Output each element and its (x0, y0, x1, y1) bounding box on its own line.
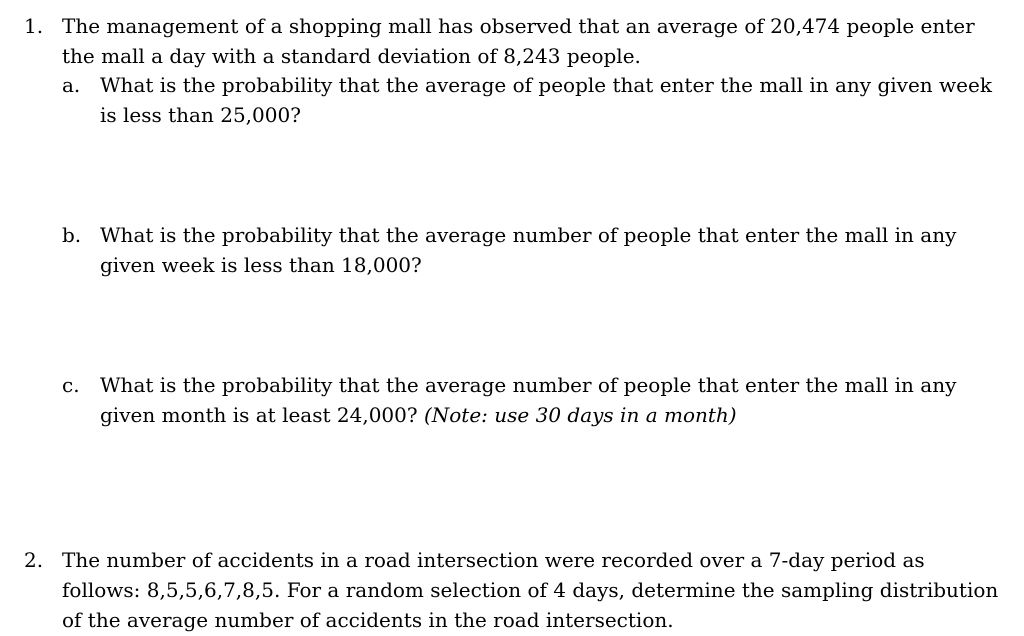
question-text: The management of a shopping mall has observed that an average of 20,474 people enter the mall a day with a standard deviation of 8,243 people. (62, 14, 975, 68)
question-number: 2. (24, 548, 44, 572)
question-text: The number of accidents in a road intersection were recorded over a 7-day period as follows: 8,5,5,6,7,8,5. For a random selection of 4 days, determine the sampling distribution of the average number of accidents in the road intersection. (62, 548, 999, 632)
question-1-part-c (62, 370, 1012, 430)
part-note: (Note: use 30 days in a month) (423, 403, 737, 427)
question-1-part-a (62, 70, 1012, 130)
question-1-part-b (62, 220, 1012, 280)
part-text: What is the probability that the average number of people that enter the mall in any given week is less than 18,000? (100, 223, 957, 277)
part-text-block (100, 370, 1012, 430)
part-letter: b. (62, 223, 82, 247)
part-letter: a. (62, 73, 81, 97)
question-1 (24, 11, 1009, 71)
question-2 (24, 545, 1009, 635)
part-text: What is the probability that the average number of people that enter the mall in any given month is at least 24,000? (100, 373, 957, 427)
part-text: What is the probability that the average of people that enter the mall in any given week is less than 25,000? (100, 73, 992, 127)
question-number: 1. (24, 14, 44, 38)
part-letter: c. (62, 373, 80, 397)
